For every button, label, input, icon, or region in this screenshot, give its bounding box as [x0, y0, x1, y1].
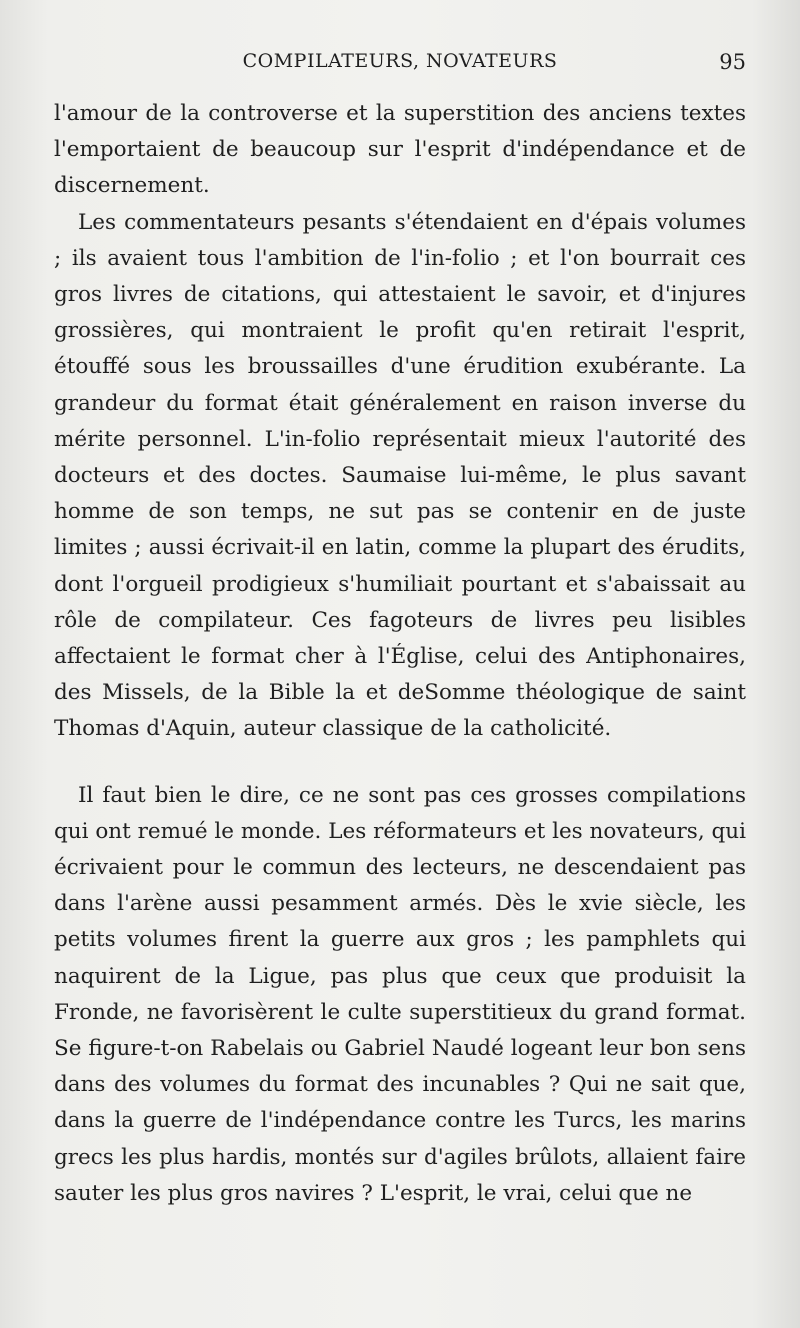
running-head	[54, 50, 746, 80]
paragraph-3: Il faut bien le dire, ce ne sont pas ces grosses compilations qui ont remué le monde. Les réformateurs et les novateurs, qui écrivaient pour le commun des lecteurs, ne descendaient pas dans l'arène aussi pesamment armés. Dès le xvie siècle, les petits volumes firent la guerre aux gros ; les pamphlets qui naquirent de la Ligue, pas plus que ceux que produisit la Fronde, ne favorisèrent le culte superstitieux du grand format. Se figure-t-on Rabelais ou Gabriel Naudé logeant leur bon sens dans des volumes du format des incunables ? Qui ne sait que, dans la guerre de l'indépendance contre les Turcs, les marins grecs les plus hardis, montés sur d'agiles brûlots, allaient faire sauter les plus gros navires ? L'esprit, le vrai, celui que ne	[54, 782, 746, 1206]
paragraph-1: l'amour de la controverse et la superstition des anciens textes l'emportaient de beaucoup sur l'esprit d'indépendance et de discernement.	[54, 101, 746, 199]
running-title: COMPILATEURS, NOVATEURS	[242, 50, 558, 72]
page-number: 95	[719, 50, 746, 74]
page-body	[54, 96, 746, 1212]
paragraph-2: Les commentateurs pesants s'étendaient en d'épais volumes ; ils avaient tous l'ambition de l'in-folio ; et l'on bourrait ces gros livres de citations, qui attestaient le savoir, et d'injures grossières, qui montraient le profit qu'en retirait l'esprit, étouffé sous les broussailles d'une érudition exubérante. La grandeur du format était généralement en raison inverse du mérite personnel. L'in-folio représentait mieux l'autorité des docteurs et des doctes. Saumaise lui-même, le plus savant homme de son temps, ne sut pas se contenir en de juste limites ; aussi écrivait-il en latin, comme la plupart des érudits, dont l'orgueil prodigieux s'humiliait pourtant et s'abaissait au rôle de compilateur. Ces fagoteurs de livres peu lisibles affectaient le format cher à l'Église, celui des Antiphonaires, des Missels, de la Bible la et deSomme théologique de saint Thomas d'Aquin, auteur classique de la catholicité.	[54, 209, 746, 742]
